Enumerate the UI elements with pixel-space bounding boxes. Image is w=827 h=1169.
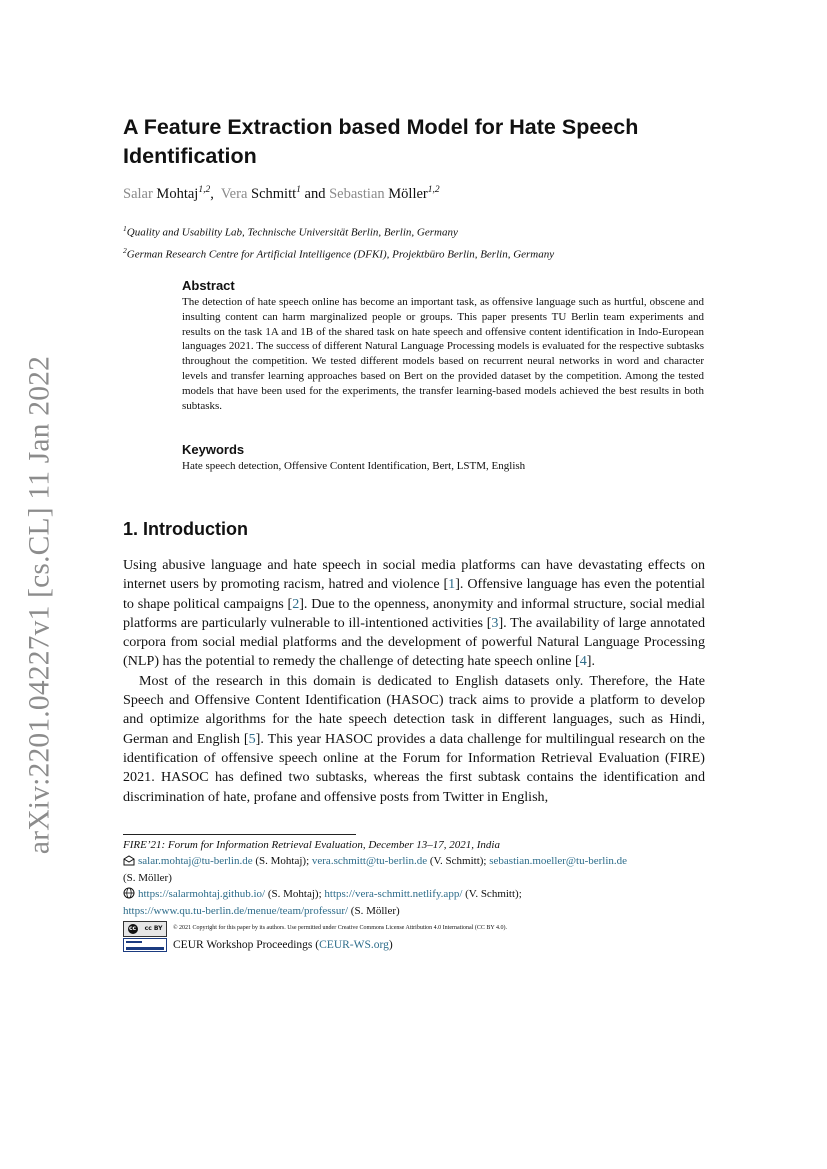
- citation-link[interactable]: 2: [292, 595, 300, 612]
- author-list: Salar Mohtaj$^{1,2}$, Vera Schmitt$^1$ and Sebastian Möller$^{1,2}$: [123, 185, 440, 202]
- author-last-name: Mohtaj: [156, 185, 199, 202]
- ceur-link[interactable]: CEUR-WS.org: [319, 938, 389, 951]
- url-line: https://salarmohtaj.github.io/ (S. Mohtaj); https://vera-schmitt.netlify.app/ (V. Schmitt); https://www.qu.tu-berlin.de/menue/team/professur/ (S. Möller): [123, 887, 522, 918]
- author-affil-mark: 1,2: [198, 185, 211, 195]
- affiliations: [123, 220, 554, 263]
- homepage-link[interactable]: https://www.qu.tu-berlin.de/menue/team/professur/: [123, 905, 349, 918]
- citation-link[interactable]: 3: [491, 614, 499, 631]
- license-line: [123, 921, 723, 937]
- affil-text: German Research Centre for Artificial Intelligence (DFKI), Projektbüro Berlin, Berlin, Germany: [126, 248, 555, 261]
- venue-note: FIRE’21: Forum for Information Retrieval Evaluation, December 13–17, 2021, India: [123, 839, 500, 851]
- affiliation-line: [123, 242, 554, 264]
- author-affil-mark: 1: [296, 185, 301, 195]
- author-and: and: [304, 185, 326, 202]
- email-link[interactable]: salar.mohtaj@tu-berlin.de: [138, 854, 253, 867]
- arxiv-side-identifier: [20, 355, 60, 855]
- author-affil-mark: 1,2: [427, 185, 440, 195]
- introduction-heading: 1. Introduction: [123, 519, 248, 539]
- keywords-text: Hate speech detection, Offensive Content Identification, Bert, LSTM, English: [182, 460, 526, 472]
- paper-title: A Feature Extraction based Model for Hate Speech Identification: [123, 115, 639, 168]
- introduction-body: [123, 556, 705, 807]
- ceur-line: [123, 937, 723, 954]
- author-first-name: Salar: [123, 185, 153, 202]
- cc-by-icon: cc cc BY: [123, 921, 167, 937]
- email-link[interactable]: vera.schmitt@tu-berlin.de: [311, 854, 428, 867]
- ceur-logo-icon: [123, 938, 167, 952]
- abstract-heading: Abstract: [182, 278, 235, 293]
- paragraph: Most of the research in this domain is dedicated to English datasets only. Therefore, the Hate Speech and Offensive Content Identification (HASOC) track aims to provide a platform to develop and optimize algorithms for the hate speech detection task in different languages, such as Hindi, German and English [5]. This year HASOC provides a data challenge for multilingual research on the identification of offensive speech online at the Forum for Information Retrieval Evaluation (FIRE) 2021. HASOC has defined two subtasks, whereas the first subtask contains the identification and discrimination of hate, profane and offensive posts from Twitter in English,: [123, 672, 706, 805]
- affil-mark: 1: [123, 224, 127, 233]
- citation-link[interactable]: 4: [579, 653, 587, 670]
- citation-link[interactable]: 5: [248, 730, 256, 747]
- keywords-section: [182, 442, 704, 474]
- author-first-name: Sebastian: [329, 185, 385, 202]
- footnotes: [123, 838, 723, 954]
- footnote-divider: [123, 834, 356, 835]
- affil-mark: 2: [123, 245, 127, 255]
- author-last-name: Schmitt: [251, 185, 297, 202]
- paragraph: Using abusive language and hate speech in social media platforms can have devastating effects on internet users by promoting racism, hatred and violence [1]. Offensive language has even the potential to shape political campaigns [2]. Due to the openness, anonymity and informal structure, social medial platforms are particularly vulnerable to ill-intentioned activities [3]. The availability of large annotated corpora from social medial platforms and the development of powerful Natural Language Processing (NLP) has the potential to remedy the challenge of detecting hate speech online [4].: [123, 557, 705, 670]
- affiliation-line: [123, 220, 554, 242]
- abstract-section: [182, 278, 704, 413]
- author-first-name: Vera: [220, 185, 248, 202]
- cc-badge-label: cc BY: [144, 925, 163, 933]
- ceur-text: CEUR Workshop Proceedings (CEUR-WS.org): [173, 938, 393, 951]
- email-line: salar.mohtaj@tu-berlin.de (S. Mohtaj); vera.schmitt@tu-berlin.de (V. Schmitt); sebastian.moeller@tu-berlin.de (S. Möller): [123, 854, 628, 885]
- globe-icon: [123, 887, 135, 905]
- citation-link[interactable]: 1: [448, 576, 456, 593]
- envelope-icon: [123, 855, 135, 872]
- keywords-heading: Keywords: [182, 442, 245, 457]
- affil-text: Quality and Usability Lab, Technische Universität Berlin, Berlin, Germany: [126, 226, 458, 239]
- author-last-name: Möller: [388, 185, 428, 202]
- homepage-link[interactable]: https://vera-schmitt.netlify.app/: [324, 887, 463, 900]
- abstract-text: The detection of hate speech online has become an important task, as offensive language such as hurtful, obscene and insulting content can harm marginalized people or groups. This paper presents TU Berlin team experiments and results on the task 1A and 1B of the shared task on hate speech and offensive content identification in Indo-European languages 2021. The success of different Natural Language Processing models is evaluated for the respective subtasks throughout the competition. We tested different models based on recurrent neural networks in word and character levels and transfer learning approaches based on Bert on the provided dataset by the competition. Among the tested models that have been used for the experiments, the transfer learning-based models achieved the best results in both subtasks.: [182, 296, 704, 412]
- email-link[interactable]: sebastian.moeller@tu-berlin.de: [489, 854, 628, 867]
- homepage-link[interactable]: https://salarmohtaj.github.io/: [138, 887, 266, 900]
- license-text: © 2021 Copyright for this paper by its authors. Use permitted under Creative Commons License Attribution 4.0 International (CC BY 4.0).: [173, 925, 507, 932]
- arxiv-identifier-text: arXiv:2201.04227v1 [cs.CL] 11 Jan 2022: [23, 355, 56, 855]
